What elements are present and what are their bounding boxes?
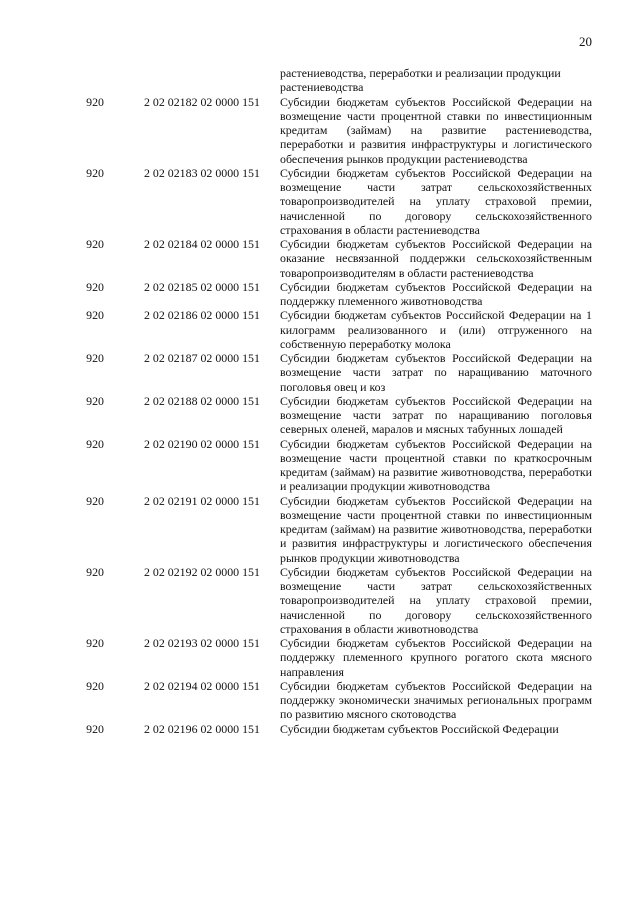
budget-code-cell: 2 02 02186 02 0000 151 — [144, 308, 260, 323]
budget-code-cell: 2 02 02188 02 0000 151 — [144, 393, 260, 408]
budget-code-cell: 2 02 02182 02 0000 151 — [144, 94, 260, 109]
table-row — [0, 394, 640, 437]
admin-code-cell: 920 — [86, 436, 104, 451]
admin-code-cell: 920 — [86, 351, 104, 365]
admin-code-cell: 920 — [86, 308, 104, 323]
budget-code-cell: 2 02 02193 02 0000 151 — [144, 636, 260, 650]
budget-code-cell — [104, 66, 280, 95]
budget-code-cell: 2 02 02196 02 0000 151 — [144, 721, 260, 736]
admin-code-cell — [0, 66, 104, 95]
description-cell: Субсидии бюджетам субъектов Российской Федерации на возмещение части затрат сельскохозяйственных товаропроизводителей на уплату страховой премии, начисленной по договору сельскохозяйственного страхования в области растениеводства — [280, 165, 592, 237]
description-cell: Субсидии бюджетам субъектов Российской Федерации на оказание несвязанной поддержки сельскохозяйственным товаропроизводителям в области растениеводства — [280, 237, 592, 280]
admin-code-cell: 920 — [86, 393, 104, 408]
table-row — [0, 351, 640, 394]
description-cell: Субсидии бюджетам субъектов Российской Федерации на 1 килограмм реализованного и (или) отгруженного на собственную переработку молока — [280, 308, 592, 351]
admin-code-cell: 920 — [86, 721, 104, 736]
table-row — [0, 280, 640, 309]
admin-code-cell: 920 — [86, 636, 104, 650]
budget-code-cell: 2 02 02194 02 0000 151 — [144, 678, 260, 693]
table-row — [0, 166, 640, 237]
description-cell: Субсидии бюджетам субъектов Российской Федерации на возмещение части затрат сельскохозяйственных товаропроизводителей на уплату страховой премии, начисленной по договору сельскохозяйственного страхования в области животноводства — [280, 564, 592, 636]
table-row — [0, 308, 640, 351]
description-cell: Субсидии бюджетам субъектов Российской Федерации — [280, 721, 559, 736]
page-number: 20 — [579, 34, 592, 49]
budget-code-cell: 2 02 02185 02 0000 151 — [144, 279, 260, 294]
description-cell: Субсидии бюджетам субъектов Российской Федерации на возмещение части процентной ставки по инвестиционным кредитам (займам) на развитие растениеводства, переработки и развития инфраструктуры и логистического обеспечения рынков продукции растениеводства — [280, 94, 592, 166]
description-cell: Субсидии бюджетам субъектов Российской Федерации на возмещение части процентной ставки по краткосрочным кредитам (займам) на развитие животноводства, переработки и реализации продукции животноводства — [280, 436, 592, 494]
admin-code-cell: 920 — [86, 279, 104, 294]
table-row — [0, 636, 640, 679]
table-row — [0, 722, 640, 736]
description-cell: растениеводства, переработки и реализации продукции растениеводства — [280, 66, 561, 95]
admin-code-cell: 920 — [86, 564, 104, 579]
admin-code-cell: 920 — [86, 237, 104, 251]
table-row — [0, 66, 640, 95]
admin-code-cell: 920 — [86, 678, 104, 693]
table-row — [0, 95, 640, 166]
budget-code-cell: 2 02 02190 02 0000 151 — [144, 436, 260, 451]
description-cell: Субсидии бюджетам субъектов Российской Федерации на возмещение части затрат по наращиванию маточного поголовья овец и коз — [280, 351, 592, 394]
table-row — [0, 237, 640, 280]
description-cell: Субсидии бюджетам субъектов Российской Федерации на поддержку племенного крупного рогатого скота мясного направления — [280, 636, 592, 679]
budget-codes-table — [0, 66, 640, 736]
budget-code-cell: 2 02 02183 02 0000 151 — [144, 165, 260, 180]
admin-code-cell: 920 — [86, 94, 104, 109]
description-cell: Субсидии бюджетам субъектов Российской Федерации на поддержку племенного животноводства — [280, 279, 592, 308]
table-row — [0, 679, 640, 722]
budget-code-cell: 2 02 02187 02 0000 151 — [144, 351, 260, 365]
description-cell: Субсидии бюджетам субъектов Российской Федерации на возмещение части затрат по наращиванию поголовья северных оленей, маралов и мясных табунных лошадей — [280, 393, 592, 437]
budget-code-cell: 2 02 02184 02 0000 151 — [144, 237, 260, 251]
table-row — [0, 565, 640, 636]
budget-code-cell: 2 02 02191 02 0000 151 — [144, 493, 260, 508]
admin-code-cell: 920 — [86, 493, 104, 508]
description-cell: Субсидии бюджетам субъектов Российской Федерации на поддержку экономически значимых региональных программ по развитию мясного скотоводства — [280, 678, 592, 722]
table-row — [0, 494, 640, 565]
table-row — [0, 437, 640, 494]
admin-code-cell: 920 — [86, 165, 104, 180]
budget-code-cell: 2 02 02192 02 0000 151 — [144, 564, 260, 579]
description-cell: Субсидии бюджетам субъектов Российской Федерации на возмещение части процентной ставки по инвестиционным кредитам (займам) на развитие животноводства, переработки и развития инфраструктуры и логистического обеспечения рынков продукции животноводства — [280, 493, 592, 565]
